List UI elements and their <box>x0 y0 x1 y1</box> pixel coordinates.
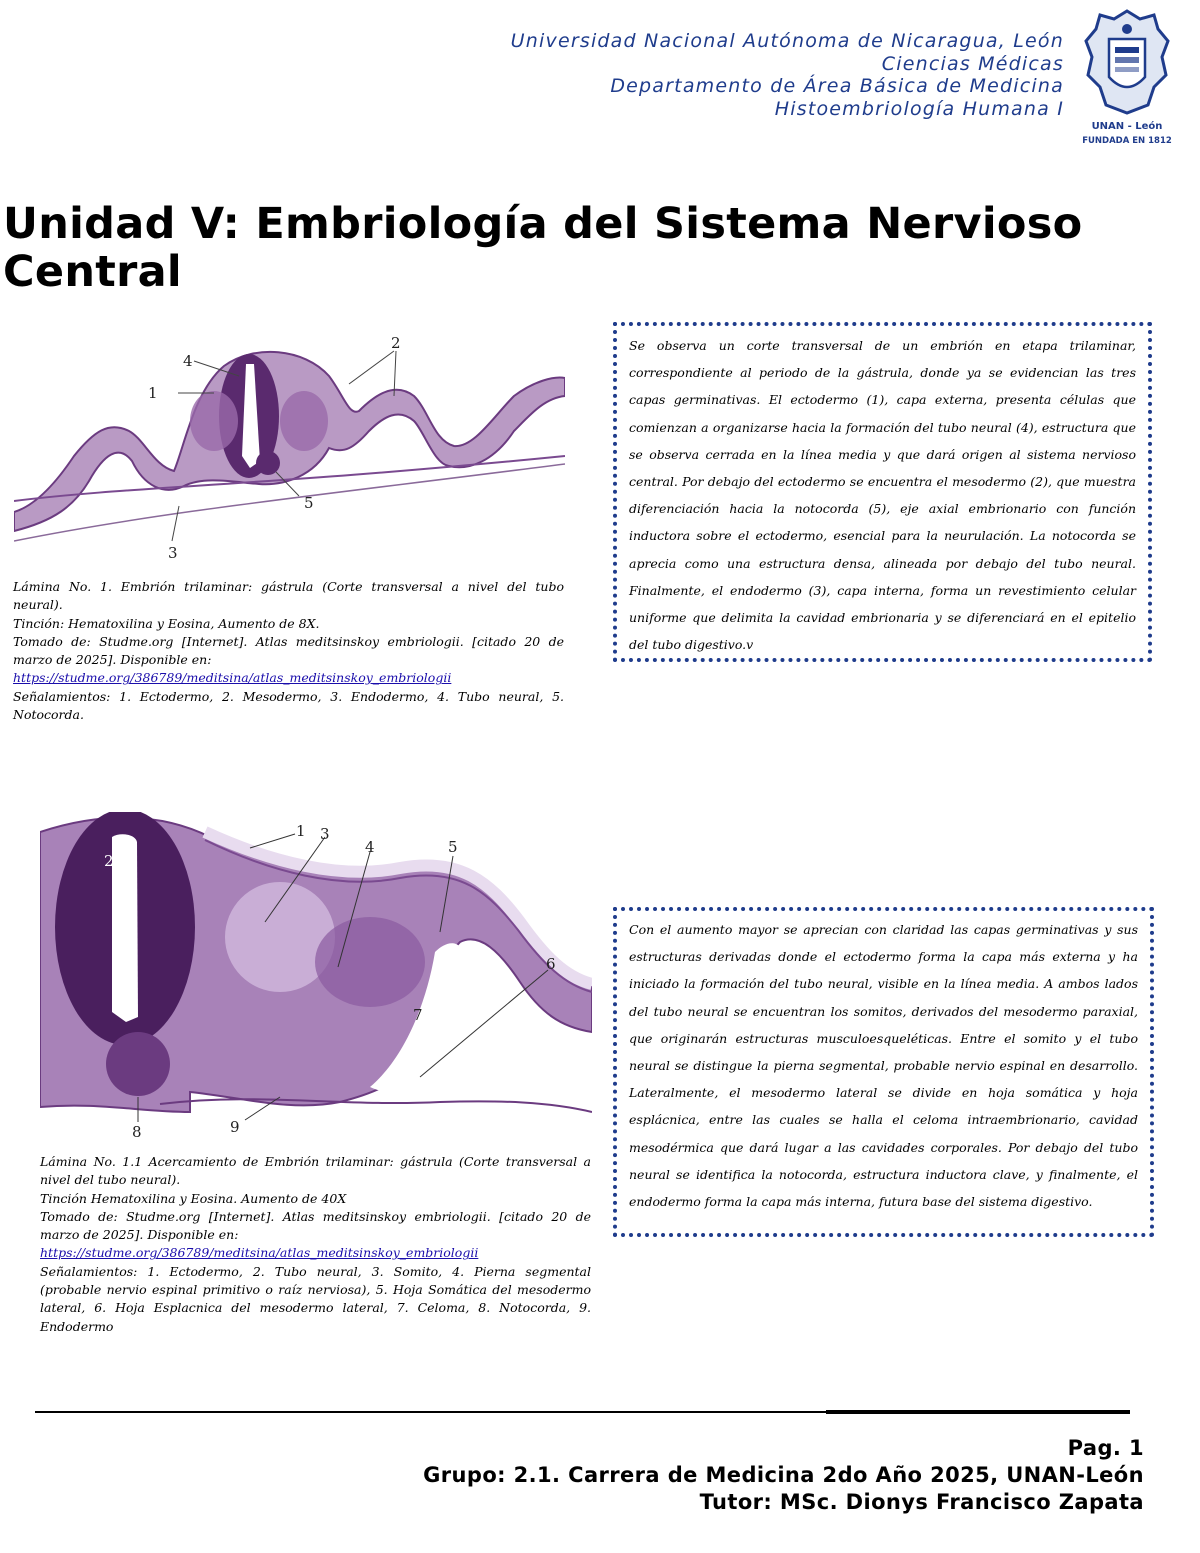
figure-1-label-5: 5 <box>304 494 314 512</box>
department-name: Departamento de Área Básica de Medicina <box>610 75 1064 97</box>
figure-2-caption-stain: Tinción Hematoxilina y Eosina. Aumento de 40X <box>40 1190 347 1206</box>
seal-founded-text: FUNDADA EN 1812 <box>1082 136 1172 146</box>
figure-2-label-9: 9 <box>230 1118 240 1136</box>
figure-2-label-6: 6 <box>546 955 556 973</box>
course-name: Histoembriología Humana I <box>774 97 1064 120</box>
figure-1-image <box>14 336 565 568</box>
figure-1-caption-labels: Señalamientos: 1. Ectodermo, 2. Mesodermo, 3. Endodermo, 4. Tubo neural, 5. Notocorda. <box>13 688 564 723</box>
figure-2-label-2: 2 <box>104 852 114 870</box>
figure-2-label-8: 8 <box>132 1123 142 1141</box>
figure-1-caption-source: Tomado de: Studme.org [Internet]. Atlas meditsinskoy embriologii. [citado 20 de marzo de 2025]. Disponible en: <box>13 633 564 668</box>
group-info: Grupo: 2.1. Carrera de Medicina 2do Año 2025, UNAN-León <box>423 1463 1144 1487</box>
page-number: Pag. 1 <box>1067 1436 1144 1460</box>
university-seal <box>1082 5 1172 147</box>
figure-2-source-link[interactable]: https://studme.org/386789/meditsina/atlas_meditsinskoy_embriologii <box>40 1245 479 1261</box>
document-footer <box>423 1435 1144 1516</box>
figure-2-caption <box>40 1153 591 1336</box>
figure-1-label-1: 1 <box>148 384 158 402</box>
university-name: Universidad Nacional Autónoma de Nicaragua, León <box>510 30 1064 52</box>
document-header <box>511 30 1064 120</box>
faculty-name: Ciencias Médicas <box>881 52 1064 75</box>
page-title: Unidad V: Embriología del Sistema Nervioso Central <box>3 199 1083 297</box>
figure-2-image <box>40 812 592 1144</box>
figure-2-caption-labels: Señalamientos: 1. Ectodermo, 2. Tubo neural, 3. Somito, 4. Pierna segmental (probable nervio espinal primitivo o raíz nerviosa), 5. Hoja Somática del mesodermo lateral, 6. Hoja Esplacnica del mesodermo lateral, 7. Celoma, 8. Notocorda, 9. Endodermo <box>40 1263 591 1334</box>
figure-2-label-7: 7 <box>413 1006 423 1024</box>
description-box-1: Se observa un corte transversal de un embrión en etapa trilaminar, correspondiente al periodo de la gástrula, donde ya se evidencian las tres capas germinativas. El ectodermo (1), capa externa, presenta células que comienzan a organizarse hacia la formación del tubo neural (4), estructura que se observa cerrada en la línea media y que dará origen al sistema nervioso central. Por debajo del ectodermo se encuentra el mesodermo (2), que muestra diferenciación hacia la notocorda (5), eje axial embrionario con función inductora sobre el ectodermo, esencial para la neurulación. La notocorda se aprecia como una estructura densa, alineada por debajo del tubo neural. Finalmente, el endodermo (3), capa interna, forma un revestimiento celular uniforme que delimita la cavidad embrionaria y se diferenciará en el epitelio del tubo digestivo.v <box>613 322 1152 662</box>
figure-1-label-2: 2 <box>391 336 401 352</box>
figure-1-caption-stain: Tinción: Hematoxilina y Eosina, Aumento de 8X. <box>13 615 320 631</box>
figure-2-label-1: 1 <box>296 822 306 840</box>
figure-2-label-5: 5 <box>448 838 458 856</box>
figure-2-caption-title: Lámina No. 1.1 Acercamiento de Embrión trilaminar: gástrula (Corte transversal a nivel del tubo neural). <box>40 1154 591 1188</box>
footer-divider-thick <box>826 1410 1130 1414</box>
figure-1-caption <box>13 578 564 724</box>
seal-text: UNAN - León <box>1091 121 1163 132</box>
figure-2-caption-source: Tomado de: Studme.org [Internet]. Atlas meditsinskoy embriologii. [citado 20 de marzo de 2025]. Disponible en: <box>40 1208 591 1243</box>
figure-1-source-link[interactable]: https://studme.org/386789/meditsina/atlas_meditsinskoy_embriologii <box>13 670 452 686</box>
figure-2-label-4: 4 <box>365 838 375 856</box>
figure-1-label-4: 4 <box>183 352 193 370</box>
figure-1-caption-title: Lámina No. 1. Embrión trilaminar: gástrula (Corte transversal a nivel del tubo neural). <box>13 579 564 613</box>
tutor-info: Tutor: MSc. Dionys Francisco Zapata <box>699 1490 1144 1514</box>
description-box-2: Con el aumento mayor se aprecian con claridad las capas germinativas y sus estructuras derivadas donde el ectodermo forma la capa más externa y ha iniciado la formación del tubo neural, visible en la línea media. A ambos lados del tubo neural se encuentran los somitos, derivados del mesodermo paraxial, que originarán estructuras musculoesqueléticas. Entre el somito y el tubo neural se distingue la pierna segmental, probable nervio espinal en desarrollo. Lateralmente, el mesodermo lateral se divide en hoja somática y hoja esplácnica, entre las cuales se halla el celoma intraembrionario, cavidad mesodérmica que dará lugar a las cavidades corporales. Por debajo del tubo neural se identifica la notocorda, estructura inductora clave, y finalmente, el endodermo forma la capa más interna, futura base del sistema digestivo. <box>613 907 1154 1237</box>
figure-2-label-3: 3 <box>320 825 330 843</box>
figure-1-label-3: 3 <box>168 544 178 562</box>
